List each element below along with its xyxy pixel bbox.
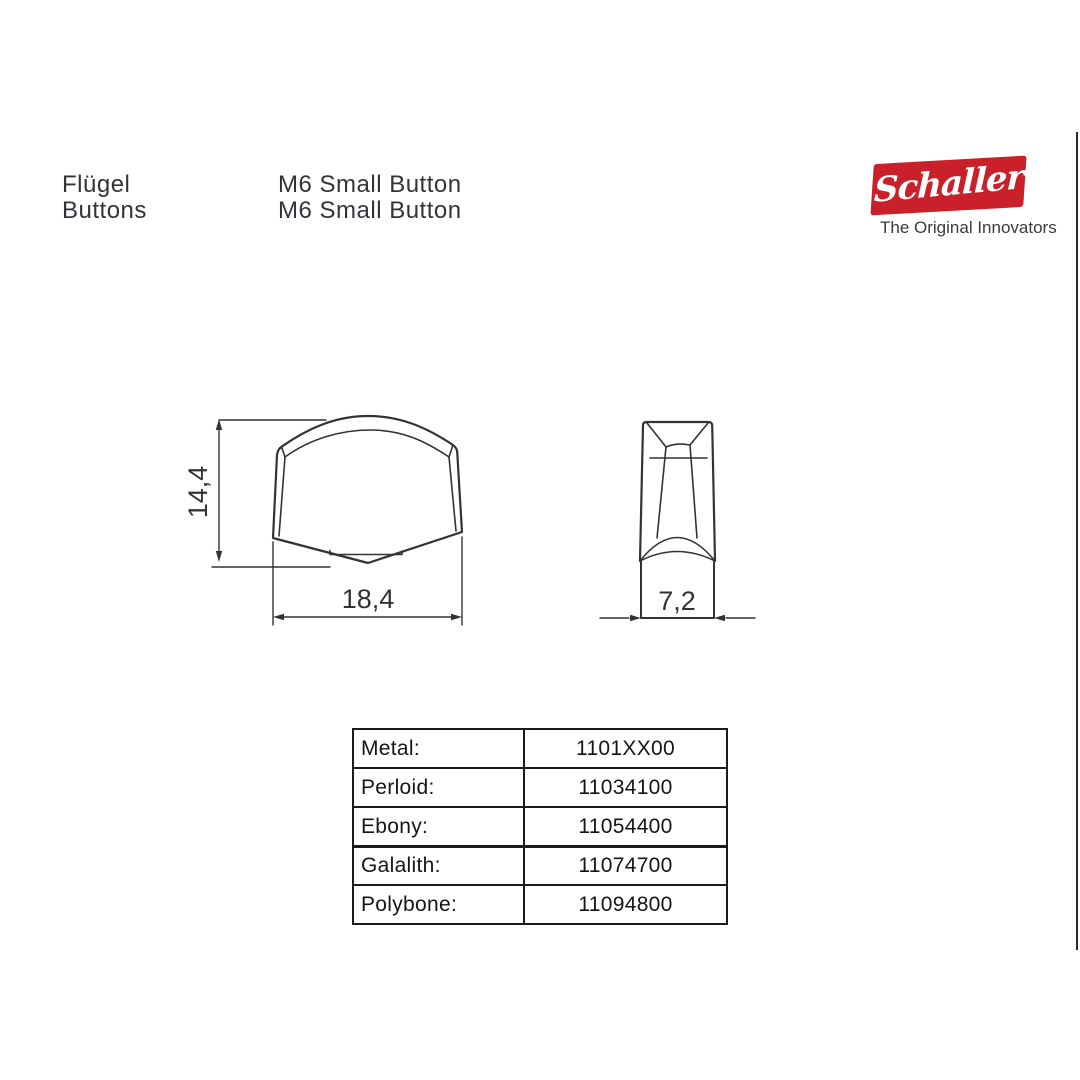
- schaller-logo: [868, 152, 1057, 247]
- part-number-cell: 11054400: [578, 814, 673, 838]
- material-cell: Perloid:: [354, 769, 525, 806]
- part-number-table: [352, 728, 728, 925]
- schaller-logo-mark: [870, 156, 1026, 216]
- product-name: [278, 172, 462, 224]
- part-number-cell: 11094800: [578, 892, 673, 916]
- material-cell: Metal:: [354, 730, 525, 767]
- table-row: [354, 806, 726, 845]
- side-depth-dimension: [600, 586, 755, 621]
- front-width-label: 18,4: [341, 584, 395, 614]
- technical-drawing: [150, 390, 800, 640]
- front-height-dimension: [183, 419, 330, 567]
- part-number-cell: 11034100: [578, 775, 673, 799]
- product-name-line2: M6 Small Button: [278, 197, 462, 224]
- material-cell: Polybone:: [354, 886, 525, 923]
- part-number-cell: 11074700: [578, 854, 673, 877]
- table-row: [354, 845, 726, 884]
- product-category-de: Flügel: [62, 171, 131, 198]
- front-view-outline: [273, 416, 462, 563]
- front-width-dimension: [273, 537, 462, 625]
- front-height-label: 14,4: [183, 465, 214, 519]
- product-category-en: Buttons: [62, 197, 147, 224]
- schaller-logo-text: Schaller: [873, 156, 1024, 211]
- side-depth-label: 7,2: [658, 586, 696, 616]
- material-cell: Ebony:: [354, 808, 525, 845]
- table-row: [354, 767, 726, 806]
- material-cell: Galalith:: [354, 848, 525, 884]
- product-category: [62, 172, 147, 224]
- table-row: [354, 730, 726, 767]
- page-edge-line: [1076, 132, 1078, 950]
- part-number-cell: 1101XX00: [576, 736, 675, 760]
- product-name-line1: M6 Small Button: [278, 171, 462, 198]
- schaller-tagline: The Original Innovators: [880, 218, 1057, 237]
- table-row: [354, 884, 726, 923]
